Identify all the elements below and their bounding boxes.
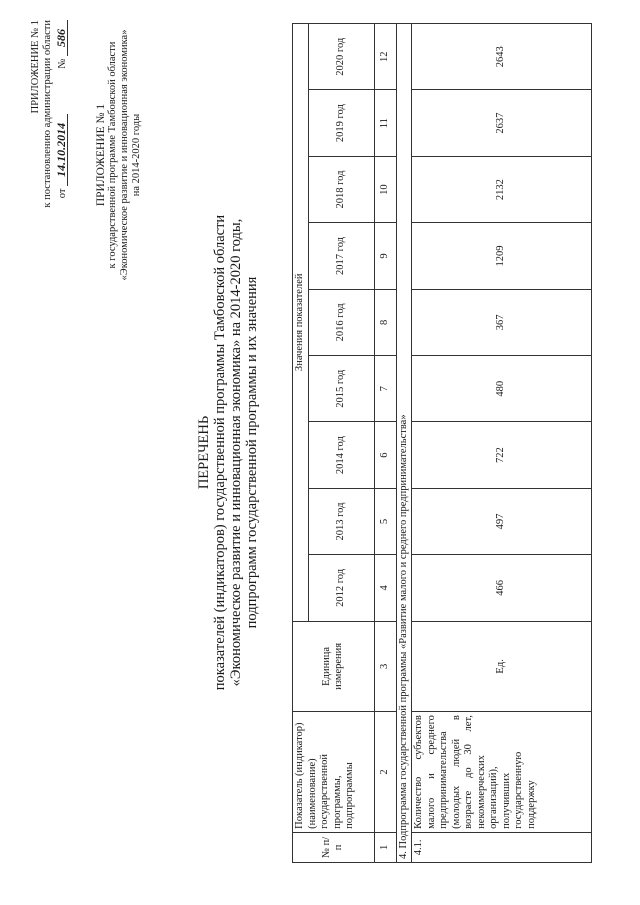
- col-number: 3: [374, 621, 396, 712]
- col-number: 5: [374, 488, 396, 554]
- annex-decree: [30, 20, 69, 245]
- col-number: 10: [374, 156, 396, 222]
- handwritten-date: 14.10.2014: [55, 114, 68, 186]
- row-value: 367: [412, 289, 592, 355]
- col-number: 2: [374, 712, 396, 833]
- annex-decree-date-line: от 14.10.2014 № 586: [55, 20, 69, 245]
- section-row: [396, 24, 412, 863]
- section-title: 4. Подпрограмма государственной программы «Развитие малого и среднего предпринимательства»: [396, 24, 412, 863]
- header-year: 2019 год: [308, 90, 374, 156]
- row-value: 466: [412, 555, 592, 621]
- table-row: [412, 24, 592, 863]
- title-line-2: «Экономическое развитие и инновационная экономика» на 2014-2020 годы,: [228, 218, 244, 687]
- row-unit: Ед.: [412, 621, 592, 712]
- header-row-group: [293, 24, 309, 863]
- header-indicator: Показатель (индикатор) (наименование) государственной программы, подпрограммы: [293, 712, 375, 833]
- header-unit: Единица измерения: [293, 621, 375, 712]
- annex-program-title: ПРИЛОЖЕНИЕ № 1: [95, 103, 107, 207]
- row-num: 4.1.: [412, 832, 592, 862]
- row-value: 480: [412, 356, 592, 422]
- handwritten-number: 586: [55, 20, 68, 56]
- title-heading: ПЕРЕЧЕНЬ: [196, 415, 212, 490]
- title-line-1: показателей (индикаторов) государственной программы Тамбовской области: [212, 214, 228, 691]
- col-number: 8: [374, 289, 396, 355]
- col-number: 6: [374, 422, 396, 488]
- col-number: 9: [374, 223, 396, 289]
- row-value: 722: [412, 422, 592, 488]
- row-value: 1209: [412, 223, 592, 289]
- col-number: 11: [374, 90, 396, 156]
- col-number: 12: [374, 24, 396, 90]
- header-year: 2018 год: [308, 156, 374, 222]
- column-number-row: [374, 24, 396, 863]
- row-value: 497: [412, 488, 592, 554]
- row-value: 2132: [412, 156, 592, 222]
- document-title: [196, 0, 260, 905]
- header-year: 2014 год: [308, 422, 374, 488]
- row-indicator: Количество субъектов малого и среднего предпринимательства (молодых людей в возрасте до 30 лет, некоммерческих организаций), получивших государственную поддержку: [412, 712, 592, 833]
- header-year: 2012 год: [308, 555, 374, 621]
- row-value: 2637: [412, 90, 592, 156]
- col-number: 7: [374, 356, 396, 422]
- annex-decree-title: ПРИЛОЖЕНИЕ № 1: [30, 20, 41, 114]
- header-year: 2020 год: [308, 24, 374, 90]
- indicators-table: [292, 23, 592, 863]
- header-year: 2016 год: [308, 289, 374, 355]
- annex-decree-subtitle: к постановлению администрации области: [42, 20, 53, 208]
- header-num: № п/п: [293, 832, 375, 862]
- col-number: 4: [374, 555, 396, 621]
- annex-program: ПРИЛОЖЕНИЕ № 1 к государственной программе Тамбовской области «Экономическое развитие и инновационная экономика» на 2014-2020 годы: [95, 20, 143, 290]
- header-year: 2013 год: [308, 488, 374, 554]
- title-line-3: подпрограмм государственной программы и их значения: [244, 276, 260, 629]
- header-year: 2017 год: [308, 223, 374, 289]
- row-value: 2643: [412, 24, 592, 90]
- header-values-group: Значения показателей: [293, 24, 309, 622]
- header-year: 2015 год: [308, 356, 374, 422]
- col-number: 1: [374, 832, 396, 862]
